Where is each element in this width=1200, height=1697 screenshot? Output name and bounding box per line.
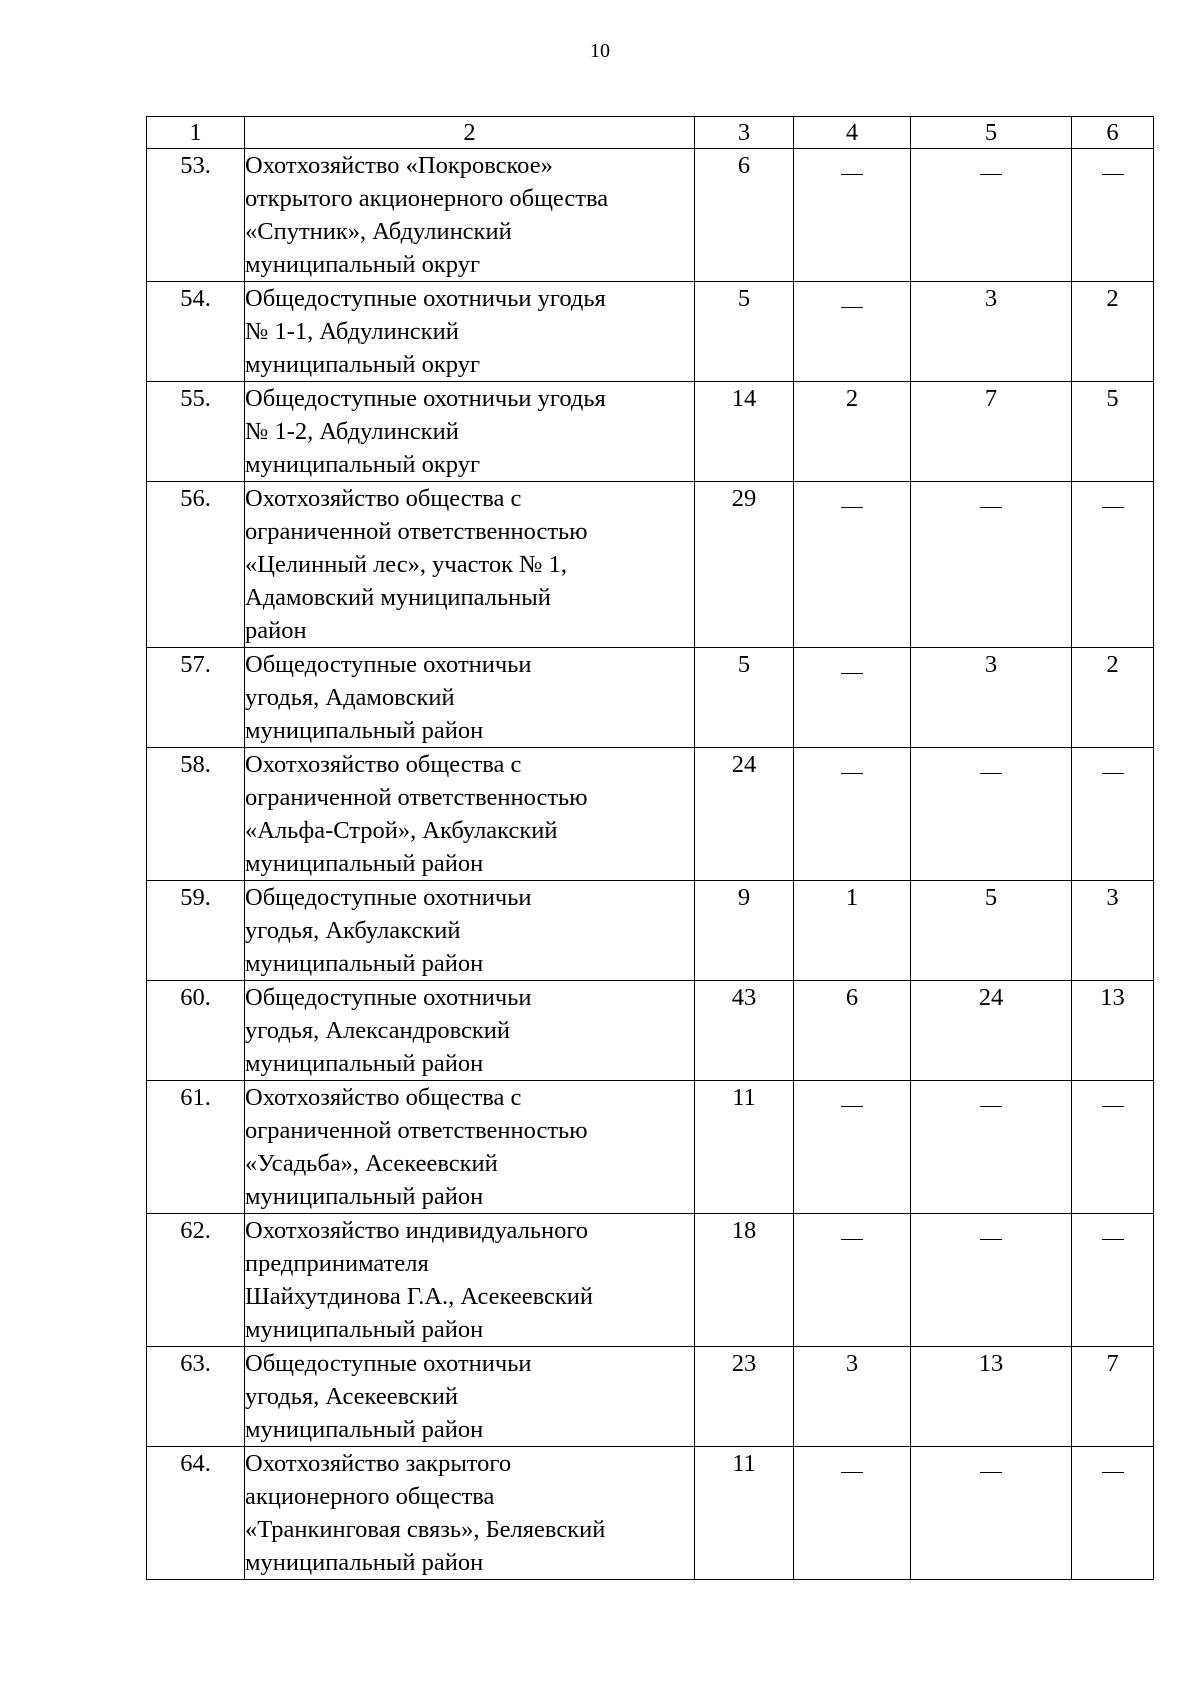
value-c3 (695, 282, 794, 382)
numeric-value: 5 (737, 285, 751, 312)
hunting-grounds-table (146, 116, 1154, 1580)
table-row (147, 748, 1154, 881)
value-c6 (1072, 648, 1154, 748)
name-line: «Альфа-Строй», Акбулакский (245, 817, 558, 844)
value-c5 (911, 881, 1072, 981)
value-c6 (1072, 282, 1154, 382)
value-c3 (695, 149, 794, 282)
numeric-value: 2 (845, 385, 859, 412)
value-c6 (1072, 748, 1154, 881)
value-c4 (794, 1347, 911, 1447)
numeric-value: 11 (732, 1084, 756, 1111)
name-line: муниципальный район (245, 1316, 484, 1343)
name-line: ограниченной ответственностью (245, 784, 588, 811)
numeric-value: 13 (1100, 984, 1125, 1011)
table-row (147, 1347, 1154, 1447)
row-number: 53. (147, 149, 245, 282)
hunting-ground-name (245, 881, 695, 981)
table-row (147, 1081, 1154, 1214)
page-number: 10 (590, 40, 610, 62)
column-header-3: 3 (695, 117, 794, 149)
table-row (147, 282, 1154, 382)
name-line: муниципальный район (245, 1050, 484, 1077)
name-line: угодья, Асекеевский (245, 1383, 458, 1410)
hunting-ground-name (245, 382, 695, 482)
name-line: район (245, 617, 307, 644)
numeric-value: 13 (978, 1350, 1004, 1377)
dash-value (841, 507, 863, 508)
column-header-6: 6 (1072, 117, 1154, 149)
dash-value (980, 1106, 1002, 1107)
name-line: № 1-1, Абдулинский (245, 318, 459, 345)
numeric-value: 18 (731, 1217, 757, 1244)
column-header-2: 2 (245, 117, 695, 149)
table-body (147, 149, 1154, 1580)
value-c6 (1072, 382, 1154, 482)
value-c6 (1072, 981, 1154, 1081)
name-line: «Спутник», Абдулинский (245, 218, 512, 245)
name-line: Охотхозяйство закрытого (245, 1450, 512, 1477)
hunting-ground-name (245, 981, 695, 1081)
name-line: муниципальный округ (245, 451, 480, 478)
numeric-value: 2 (1106, 285, 1119, 312)
dash-value (980, 174, 1002, 175)
numeric-value: 3 (984, 651, 998, 678)
table-row (147, 648, 1154, 748)
numeric-value: 1 (845, 884, 859, 911)
numeric-value: 5 (984, 884, 998, 911)
value-c3 (695, 881, 794, 981)
name-line: Охотхозяйство общества с (245, 485, 522, 512)
value-c5 (911, 482, 1072, 648)
value-c3 (695, 1347, 794, 1447)
dash-value (841, 673, 863, 674)
value-c4 (794, 1214, 911, 1347)
numeric-value: 3 (845, 1350, 859, 1377)
name-line: акционерного общества (245, 1483, 495, 1510)
name-line: открытого акционерного общества (245, 185, 609, 212)
value-c3 (695, 382, 794, 482)
row-number: 60. (147, 981, 245, 1081)
value-c3 (695, 482, 794, 648)
value-c4 (794, 648, 911, 748)
dash-value (1102, 174, 1124, 175)
numeric-value: 2 (1106, 651, 1119, 678)
name-line: Охотхозяйство общества с (245, 1084, 522, 1111)
hunting-ground-name (245, 149, 695, 282)
name-line: Общедоступные охотничьи угодья (245, 385, 606, 412)
name-line: Общедоступные охотничьи (245, 651, 532, 678)
name-line: Охотхозяйство общества с (245, 751, 522, 778)
value-c6 (1072, 149, 1154, 282)
numeric-value: 24 (978, 984, 1004, 1011)
name-line: Общедоступные охотничьи (245, 984, 532, 1011)
value-c5 (911, 1214, 1072, 1347)
hunting-ground-name (245, 1347, 695, 1447)
row-number: 61. (147, 1081, 245, 1214)
name-line: угодья, Адамовский (245, 684, 455, 711)
value-c6 (1072, 1447, 1154, 1580)
name-line: угодья, Акбулакский (245, 917, 461, 944)
value-c5 (911, 149, 1072, 282)
name-line: Охотхозяйство «Покровское» (245, 152, 553, 179)
hunting-ground-name (245, 1447, 695, 1580)
row-number: 56. (147, 482, 245, 648)
table-header (147, 117, 1154, 149)
value-c4 (794, 881, 911, 981)
table-row (147, 1214, 1154, 1347)
numeric-value: 43 (731, 984, 757, 1011)
value-c3 (695, 648, 794, 748)
row-number: 63. (147, 1347, 245, 1447)
dash-value (841, 1239, 863, 1240)
dash-value (1102, 1106, 1124, 1107)
dash-value (980, 773, 1002, 774)
table-row (147, 1447, 1154, 1580)
dash-value (1102, 773, 1124, 774)
value-c6 (1072, 482, 1154, 648)
table-row (147, 482, 1154, 648)
numeric-value: 3 (984, 285, 998, 312)
row-number: 59. (147, 881, 245, 981)
value-c4 (794, 981, 911, 1081)
numeric-value: 5 (1106, 385, 1119, 412)
name-line: Общедоступные охотничьи (245, 884, 532, 911)
value-c3 (695, 1447, 794, 1580)
value-c6 (1072, 1214, 1154, 1347)
dash-value (980, 1239, 1002, 1240)
table-row (147, 981, 1154, 1081)
numeric-value: 7 (984, 385, 998, 412)
hunting-ground-name (245, 1081, 695, 1214)
dash-value (1102, 1239, 1124, 1240)
name-line: муниципальный округ (245, 351, 480, 378)
name-line: муниципальный район (245, 950, 484, 977)
value-c5 (911, 1347, 1072, 1447)
table-row (147, 382, 1154, 482)
hunting-ground-name (245, 748, 695, 881)
value-c6 (1072, 881, 1154, 981)
value-c3 (695, 1214, 794, 1347)
name-line: предпринимателя (245, 1250, 429, 1277)
name-line: Охотхозяйство индивидуального (245, 1217, 589, 1244)
numeric-value: 6 (737, 152, 751, 179)
name-line: муниципальный район (245, 1549, 484, 1576)
numeric-value: 14 (731, 385, 757, 412)
numeric-value: 11 (732, 1450, 756, 1477)
row-number: 58. (147, 748, 245, 881)
name-line: муниципальный район (245, 717, 484, 744)
dash-value (841, 1106, 863, 1107)
value-c6 (1072, 1081, 1154, 1214)
table-row (147, 149, 1154, 282)
value-c5 (911, 382, 1072, 482)
value-c3 (695, 748, 794, 881)
name-line: «Усадьба», Асекеевский (245, 1150, 498, 1177)
value-c5 (911, 1081, 1072, 1214)
numeric-value: 3 (1106, 884, 1119, 911)
name-line: Общедоступные охотничьи угодья (245, 285, 606, 312)
name-line: Шайхутдинова Г.А., Асекеевский (245, 1283, 594, 1310)
dash-value (841, 773, 863, 774)
row-number: 54. (147, 282, 245, 382)
row-number: 64. (147, 1447, 245, 1580)
name-line: «Целинный лес», участок № 1, (245, 551, 568, 578)
dash-value (1102, 1472, 1124, 1473)
value-c6 (1072, 1347, 1154, 1447)
numeric-value: 23 (731, 1350, 757, 1377)
hunting-ground-name (245, 648, 695, 748)
numeric-value: 29 (731, 485, 757, 512)
value-c3 (695, 981, 794, 1081)
column-header-4: 4 (794, 117, 911, 149)
name-line: Общедоступные охотничьи (245, 1350, 532, 1377)
value-c5 (911, 648, 1072, 748)
value-c4 (794, 748, 911, 881)
name-line: Адамовский муниципальный (245, 584, 551, 611)
dash-value (841, 1472, 863, 1473)
name-line: муниципальный район (245, 1183, 484, 1210)
value-c4 (794, 482, 911, 648)
name-line: ограниченной ответственностью (245, 1117, 588, 1144)
name-line: ограниченной ответственностью (245, 518, 588, 545)
dash-value (841, 307, 863, 308)
value-c4 (794, 282, 911, 382)
value-c5 (911, 1447, 1072, 1580)
name-line: муниципальный район (245, 1416, 484, 1443)
value-c4 (794, 1447, 911, 1580)
row-number: 62. (147, 1214, 245, 1347)
row-number: 55. (147, 382, 245, 482)
name-line: «Транкинговая связь», Беляевский (245, 1516, 606, 1543)
dash-value (1102, 507, 1124, 508)
hunting-ground-name (245, 482, 695, 648)
numeric-value: 24 (731, 751, 757, 778)
value-c5 (911, 981, 1072, 1081)
column-header-1: 1 (147, 117, 245, 149)
row-number: 57. (147, 648, 245, 748)
table-row (147, 881, 1154, 981)
dash-value (980, 1472, 1002, 1473)
numeric-value: 9 (737, 884, 751, 911)
value-c4 (794, 382, 911, 482)
dash-value (980, 507, 1002, 508)
numeric-value: 6 (845, 984, 859, 1011)
value-c4 (794, 1081, 911, 1214)
dash-value (841, 174, 863, 175)
name-line: муниципальный округ (245, 251, 480, 278)
header-row (147, 117, 1154, 149)
name-line: угодья, Александровский (245, 1017, 511, 1044)
numeric-value: 7 (1106, 1350, 1119, 1377)
name-line: № 1-2, Абдулинский (245, 418, 459, 445)
value-c4 (794, 149, 911, 282)
value-c5 (911, 748, 1072, 881)
hunting-ground-name (245, 1214, 695, 1347)
value-c5 (911, 282, 1072, 382)
value-c3 (695, 1081, 794, 1214)
name-line: муниципальный район (245, 850, 484, 877)
numeric-value: 5 (737, 651, 751, 678)
hunting-ground-name (245, 282, 695, 382)
column-header-5: 5 (911, 117, 1072, 149)
